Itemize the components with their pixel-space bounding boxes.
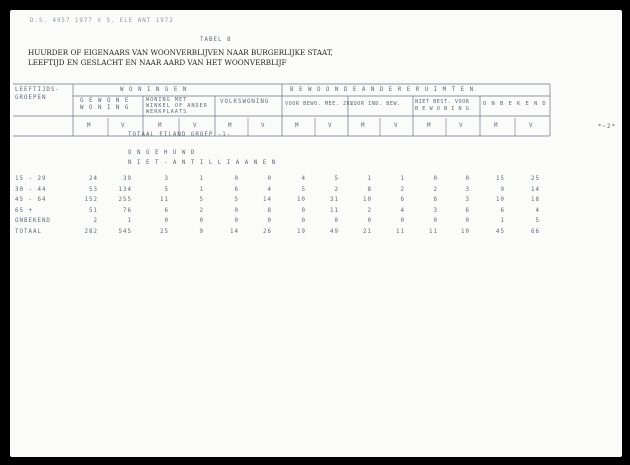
table-cell: 2	[400, 186, 405, 193]
table-cell: 5	[334, 176, 339, 182]
header-stamp: D.S. 4957 1977 V S. ELE ANT 1972	[30, 18, 174, 24]
table-cell: 3	[433, 207, 438, 214]
sex-label-v: V	[328, 123, 333, 129]
table-cell: 1	[500, 218, 505, 224]
table-cell: 0	[267, 176, 272, 182]
table-cell: 11	[429, 228, 438, 235]
table-cell: 21	[363, 228, 372, 235]
table-cell: 6	[500, 207, 505, 214]
col-age-line-2: GROEPEN	[15, 95, 47, 101]
table-cell: 15	[496, 176, 505, 182]
table-cell: 1	[127, 218, 132, 224]
row-label: 45 - 64	[15, 197, 47, 203]
sex-label-m: M	[158, 123, 163, 129]
table-cell: 9	[199, 228, 204, 235]
table-cell: 9	[500, 186, 505, 193]
table-cell: 10	[297, 197, 306, 203]
table-cell: 0	[433, 218, 438, 224]
row-label: 30 - 44	[15, 186, 47, 193]
sex-label-m: M	[87, 123, 92, 129]
table-cell: 2	[433, 186, 438, 193]
table-cell: 8	[267, 207, 272, 214]
section-line-1: O N G E H U W D	[128, 150, 196, 156]
table-cell: 51	[89, 207, 98, 214]
col-age-group	[15, 86, 60, 102]
table-cell: 11	[396, 228, 405, 235]
title-line-2: LEEFTIJD EN GESLACHT EN NAAR AARD VAN HET WOONVERBLIJF	[28, 58, 287, 67]
sex-label-v: V	[121, 123, 126, 129]
table-row	[10, 197, 622, 208]
side-mark: *~2*	[598, 124, 616, 130]
subcol-voor-bewoning: VOOR BEWO. MEE. ZKL.	[285, 101, 358, 107]
table-cell: 0	[267, 218, 272, 224]
table-cell: 6	[433, 197, 438, 203]
section-line-2: N I E T - A N T I L L I A A N E N	[128, 160, 277, 166]
table-cell: 1	[367, 176, 372, 182]
subcol-2-line-3: WERKPLAATS	[146, 109, 188, 115]
table-cell: 0	[367, 218, 372, 224]
table-cell: 4	[535, 207, 540, 214]
subcol-6-line-2: B E W O N I N G	[415, 106, 470, 112]
sex-label-m: M	[494, 123, 499, 129]
table-cell: 255	[118, 197, 132, 203]
table-cell: 2	[199, 207, 204, 214]
tabel-label: TABEL 8	[200, 37, 232, 43]
row-label: TOTAAL	[15, 228, 42, 235]
table-cell: 5	[301, 186, 306, 193]
table-cell: 0	[465, 218, 470, 224]
table-cell: 3	[465, 197, 470, 203]
table-cell: 0	[301, 218, 306, 224]
table-cell: 6	[164, 207, 169, 214]
table-cell: 49	[330, 228, 339, 235]
table-title	[28, 48, 333, 68]
table-cell: 545	[118, 228, 132, 235]
table-row	[10, 229, 622, 240]
table-cell: 6	[465, 207, 470, 214]
row-label: 15 - 29	[15, 176, 47, 182]
sex-label-v: V	[394, 123, 399, 129]
table-cell: 1	[199, 186, 204, 193]
subcol-onbekend: O N B E K E N D	[483, 101, 547, 107]
table-cell: 0	[234, 218, 239, 224]
col-age-line-1: LEEFTIJDS-	[15, 87, 60, 93]
row-label: ONBEKEND	[15, 218, 51, 224]
table-cell: 66	[531, 228, 540, 235]
table-cell: 152	[84, 197, 98, 203]
table-cell: 11	[160, 197, 169, 203]
table-row	[10, 218, 622, 229]
sex-label-v: V	[261, 123, 266, 129]
table-cell: 10	[363, 197, 372, 203]
sex-label-v: V	[193, 123, 198, 129]
subcol-2-line-1: WONING MET	[146, 97, 188, 103]
column-header-grid	[10, 76, 622, 136]
table-cell: 0	[433, 176, 438, 182]
table-cell: 6	[234, 186, 239, 193]
table-cell: 26	[263, 228, 272, 235]
subtitle: TOTAAL EILAND GROEP -1-	[128, 132, 232, 138]
table-cell: 39	[123, 176, 132, 182]
table-cell: 0	[234, 207, 239, 214]
sex-label-m: M	[361, 123, 366, 129]
table-cell: 3	[164, 176, 169, 182]
table-cell: 0	[334, 218, 339, 224]
table-cell: 0	[199, 218, 204, 224]
table-cell: 24	[89, 176, 98, 182]
table-cell: 10	[496, 197, 505, 203]
sex-label-m: M	[427, 123, 432, 129]
sex-label-m: M	[228, 123, 233, 129]
table-cell: 1	[400, 176, 405, 182]
subcol-1-line-2: W O N I N G	[80, 105, 130, 111]
sex-label-m: M	[295, 123, 300, 129]
subcol-gewone-woning	[80, 98, 129, 112]
subcol-2-line-2: WINKEL OF ANDER	[146, 103, 208, 109]
table-cell: 2	[367, 207, 372, 214]
table-cell: 2	[93, 218, 98, 224]
table-row	[10, 176, 622, 187]
table-cell: 14	[230, 228, 239, 235]
table-cell: 4	[400, 207, 405, 214]
table-cell: 14	[263, 197, 272, 203]
table-cell: 5	[199, 197, 204, 203]
document-page	[10, 10, 622, 457]
row-label: 65 +	[15, 207, 33, 214]
subcol-niet-bestemd	[415, 99, 469, 113]
table-cell: 0	[164, 218, 169, 224]
table-cell: 14	[531, 186, 540, 193]
sex-label-v: V	[529, 123, 534, 129]
table-row	[10, 208, 622, 219]
table-cell: 134	[118, 186, 132, 193]
table-cell: 5	[234, 197, 239, 203]
subcol-6-line-1: NIET BEST. VOOR	[415, 99, 470, 105]
table-cell: 18	[531, 197, 540, 203]
table-cell: 45	[496, 228, 505, 235]
table-cell: 4	[267, 186, 272, 193]
table-cell: 0	[465, 176, 470, 182]
title-line-1: HUURDER OF EIGENAARS VAN WOONVERBLIJVEN NAAR BURGERLIJKE STAAT,	[28, 48, 333, 57]
table-cell: 19	[297, 228, 306, 235]
subcol-voor-ind-bew: VOOR IND. BEW.	[350, 101, 401, 107]
table-cell: 11	[330, 207, 339, 214]
table-cell: 25	[531, 176, 540, 182]
table-cell: 1	[199, 176, 204, 182]
table-cell: 0	[234, 176, 239, 182]
table-cell: 10	[461, 228, 470, 235]
table-cell: 8	[367, 186, 372, 193]
group-woningen: W O N I N G E N	[120, 87, 188, 93]
table-cell: 25	[160, 228, 169, 235]
group-andere-ruimten: B E W O O N D E A N D E R E R U I M T E N	[290, 87, 475, 93]
table-cell: 6	[400, 197, 405, 203]
subcol-1-line-1: G E W O N E	[80, 98, 130, 104]
table-cell: 2	[334, 186, 339, 193]
table-cell: 3	[465, 186, 470, 193]
table-cell: 5	[535, 218, 540, 224]
table-cell: 282	[84, 228, 98, 235]
subcol-woning-winkel	[146, 97, 208, 115]
table-cell: 0	[301, 207, 306, 214]
table-cell: 53	[89, 186, 98, 193]
sex-label-v: V	[459, 123, 464, 129]
table-row	[10, 187, 622, 198]
subcol-volkswoning: VOLKSWONING	[220, 99, 270, 105]
table-cell: 76	[123, 207, 132, 214]
table-cell: 5	[164, 186, 169, 193]
table-cell: 0	[400, 218, 405, 224]
table-cell: 31	[330, 197, 339, 203]
table-cell: 4	[301, 176, 306, 182]
